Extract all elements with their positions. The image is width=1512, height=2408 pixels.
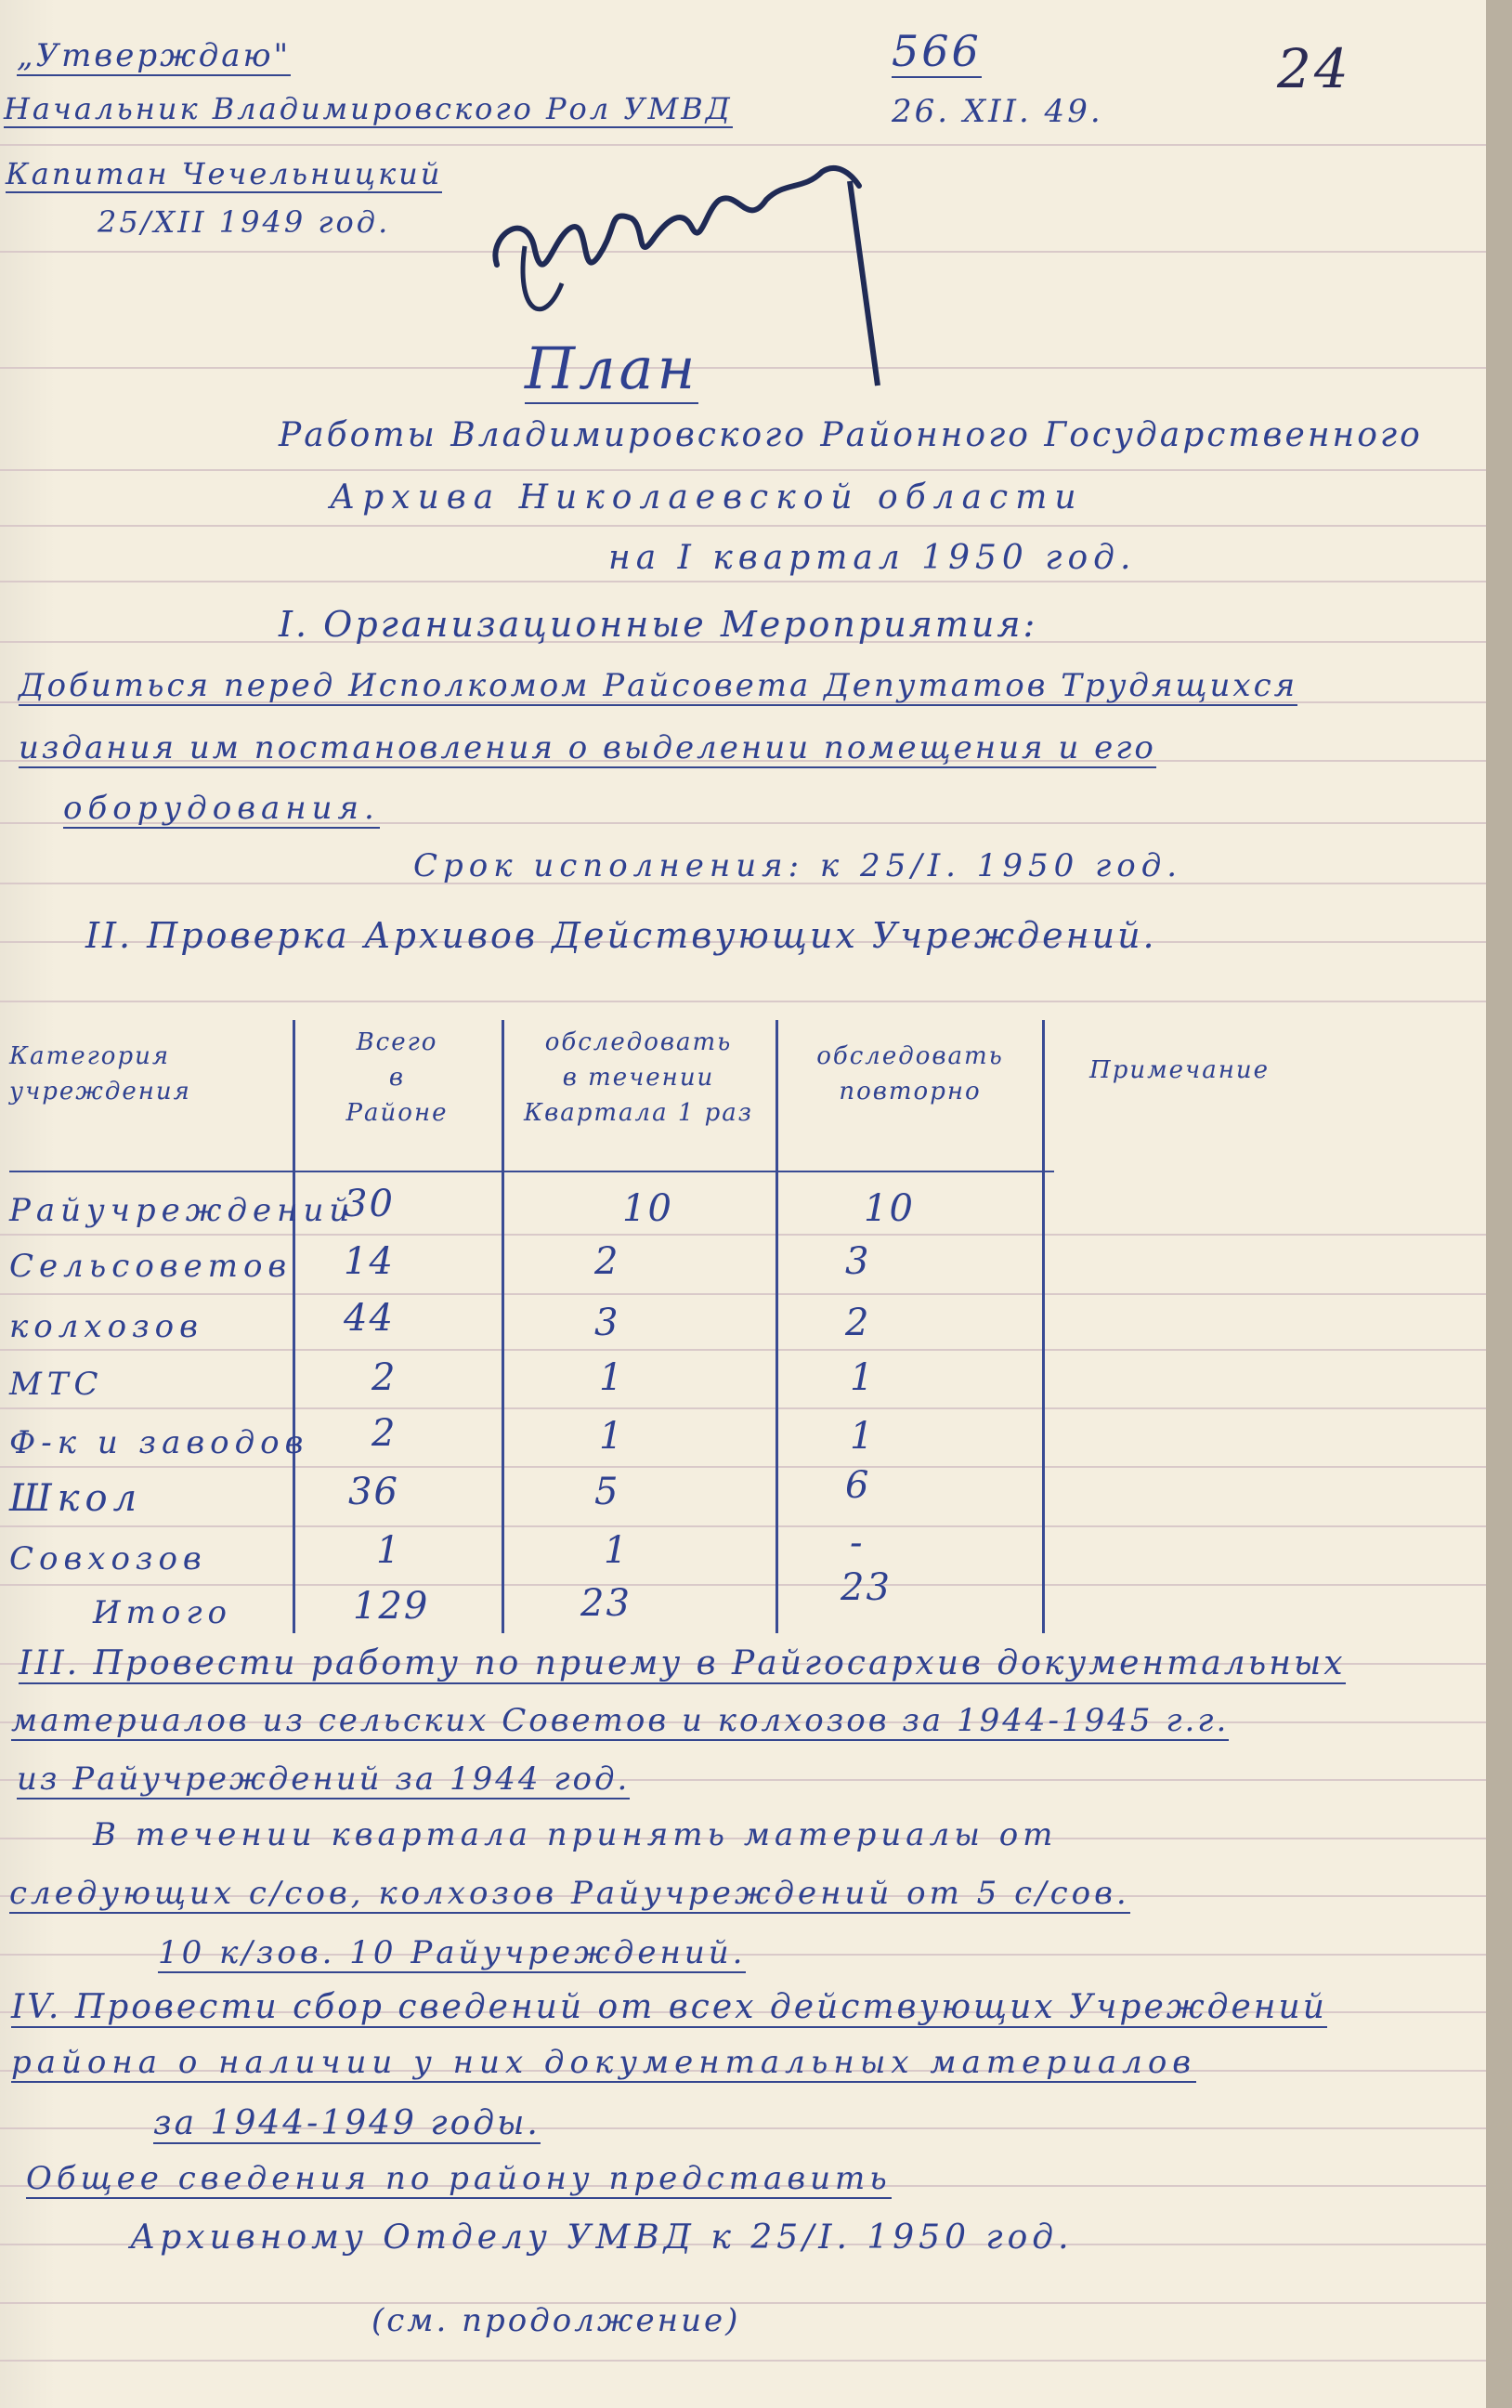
header-survey-once: обследовать в течении Квартала 1 раз bbox=[523, 1028, 753, 1127]
row-total: 129 bbox=[353, 1585, 430, 1628]
section-3-line-3: из Райучреждений за 1944 год. bbox=[17, 1760, 631, 1798]
header-survey-repeat: обследовать повторно bbox=[816, 1042, 1004, 1106]
row-total: 36 bbox=[348, 1471, 399, 1513]
row-once: 3 bbox=[594, 1302, 620, 1344]
row-repeat: - bbox=[850, 1522, 865, 1564]
registry-date: 26. XII. 49. bbox=[892, 93, 1103, 130]
section-1-heading: I. Организационные Мероприятия: bbox=[279, 604, 1038, 645]
row-total: 2 bbox=[371, 1412, 398, 1455]
row-category: Школ bbox=[9, 1477, 143, 1520]
row-once: 1 bbox=[599, 1415, 625, 1458]
row-repeat: 3 bbox=[845, 1240, 871, 1283]
row-category: МТС bbox=[9, 1366, 104, 1403]
section-3-line-5: следующих с/сов, колхозов Райучреждений от 5 с/сов. bbox=[9, 1875, 1130, 1912]
header-category: Категория учреждения bbox=[9, 1042, 191, 1106]
row-category: Сельсоветов bbox=[9, 1248, 293, 1285]
section-4-line-4: Общее сведения по району представить bbox=[26, 2160, 892, 2197]
row-once: 1 bbox=[599, 1356, 625, 1399]
row-once: 5 bbox=[594, 1471, 620, 1513]
section-3-line-2: материалов из сельских Советов и колхозов за 1944-1945 г.г. bbox=[11, 1702, 1230, 1739]
sheet-number: 24 bbox=[1277, 37, 1351, 100]
row-total: 2 bbox=[371, 1356, 398, 1399]
table-column-divider bbox=[1042, 1020, 1045, 1633]
ruling-line bbox=[0, 581, 1486, 582]
header-total: Всего в Районе bbox=[345, 1028, 449, 1127]
table-header-rule bbox=[9, 1171, 1054, 1172]
row-total: 44 bbox=[344, 1297, 395, 1340]
row-once: 1 bbox=[604, 1529, 630, 1572]
section-4-line-5: Архивному Отделу УМВД к 25/I. 1950 год. bbox=[130, 2218, 1074, 2257]
row-category: Райучреждений bbox=[9, 1192, 356, 1229]
row-category: Итого bbox=[93, 1594, 233, 1631]
approval-line-1: „Утверждаю" bbox=[17, 37, 292, 74]
row-repeat: 6 bbox=[845, 1464, 871, 1507]
row-total: 30 bbox=[344, 1183, 395, 1225]
section-1-deadline: Срок исполнения: к 25/I. 1950 год. bbox=[413, 847, 1183, 884]
approval-line-2: Начальник Владимировского Рол УМВД bbox=[4, 91, 733, 126]
row-repeat: 10 bbox=[864, 1187, 915, 1230]
section-1-line-3: оборудования. bbox=[63, 790, 380, 827]
section-1-line-2: издания им постановления о выделении помещения и его bbox=[19, 729, 1156, 766]
continuation-note: (см. продолжение) bbox=[371, 2302, 741, 2339]
registry-number: 566 bbox=[892, 26, 982, 76]
ruling-line bbox=[0, 2360, 1486, 2362]
subtitle-line-1: Работы Владимировского Районного Государственного bbox=[279, 416, 1423, 454]
ruling-line bbox=[0, 469, 1486, 471]
row-repeat: 1 bbox=[850, 1415, 876, 1458]
section-3-line-4: В течении квартала принять материалы от bbox=[93, 1816, 1058, 1853]
row-repeat: 1 bbox=[850, 1356, 876, 1399]
ruling-line bbox=[0, 525, 1486, 527]
subtitle-line-2: Архива Николаевской области bbox=[330, 478, 1084, 517]
ruling-line bbox=[0, 2302, 1486, 2304]
section-3-line-1: III. Провести работу по приему в Райгосархив документальных bbox=[19, 1644, 1346, 1682]
row-repeat: 2 bbox=[845, 1302, 871, 1344]
row-category: Ф-к и заводов bbox=[9, 1424, 309, 1461]
row-category: колхозов bbox=[9, 1308, 203, 1345]
section-4-line-3: за 1944-1949 годы. bbox=[153, 2104, 541, 2142]
row-total: 14 bbox=[344, 1240, 395, 1283]
section-2-heading: II. Проверка Архивов Действующих Учреждений. bbox=[85, 915, 1157, 956]
table-column-divider bbox=[293, 1020, 295, 1633]
section-1-line-1: Добиться перед Исполкомом Райсовета Депутатов Трудящихся bbox=[19, 667, 1298, 704]
subtitle-line-3: на I квартал 1950 год. bbox=[608, 539, 1137, 577]
table-column-divider bbox=[502, 1020, 504, 1633]
row-total: 1 bbox=[376, 1529, 402, 1572]
approval-line-3: Капитан Чечельницкий bbox=[6, 156, 443, 191]
row-repeat: 23 bbox=[841, 1566, 892, 1609]
header-note: Примечание bbox=[1089, 1056, 1270, 1084]
ruling-line bbox=[0, 1001, 1486, 1002]
row-category: Совхозов bbox=[9, 1540, 207, 1577]
inspection-table bbox=[9, 1020, 1314, 1633]
document-title: План bbox=[525, 334, 699, 402]
table-column-divider bbox=[776, 1020, 778, 1633]
row-once: 10 bbox=[622, 1187, 673, 1230]
row-once: 2 bbox=[594, 1240, 620, 1283]
section-4-line-2: района о наличии у них документальных материалов bbox=[11, 2044, 1197, 2081]
row-once: 23 bbox=[580, 1582, 632, 1625]
section-3-line-6: 10 к/зов. 10 Райучреждений. bbox=[158, 1934, 747, 1971]
section-4-line-1: IV. Провести сбор сведений от всех действующих Учреждений bbox=[11, 1988, 1327, 2026]
approval-date: 25/XII 1949 год. bbox=[98, 204, 391, 240]
page-edge bbox=[1486, 0, 1512, 2408]
